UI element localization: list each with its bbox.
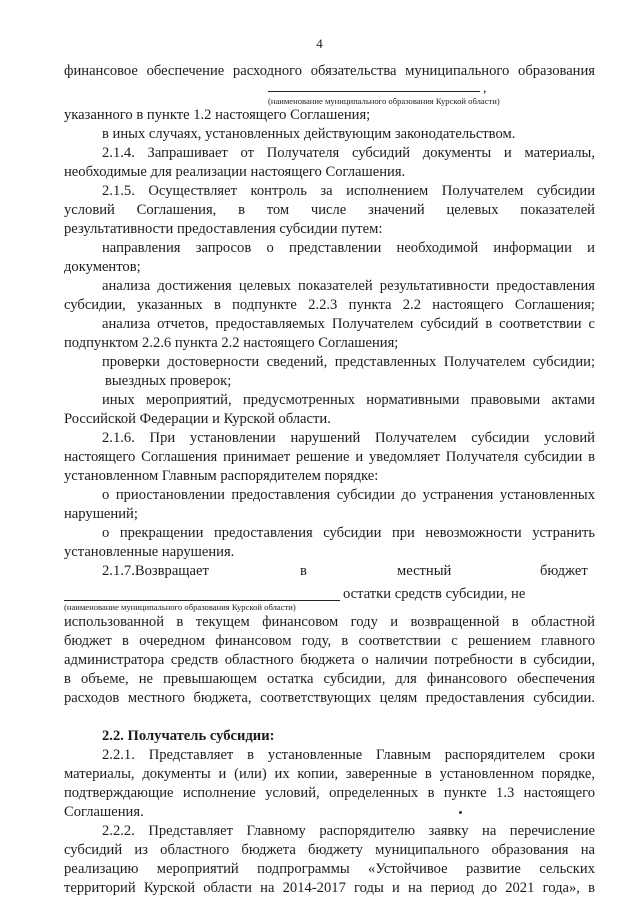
- text-line: расходов местного бюджета, соответствующих целям предоставления субсидии.: [64, 690, 595, 706]
- text-line: финансовое обеспечение расходного обязательства муниципального образования: [64, 63, 595, 79]
- text-line: настоящего Соглашения принимает решение и уведомляет Получателя субсидии в: [64, 449, 595, 465]
- text-line: выездных проверок;: [105, 373, 232, 389]
- text-line: 2.1.5. Осуществляет контроль за исполнением Получателем субсидии: [102, 183, 595, 199]
- text-line: использованной в текущем финансовом году и возвращенной в областной: [64, 614, 595, 630]
- text-line: документов;: [64, 259, 141, 275]
- text-line: 2.1.4. Запрашивает от Получателя субсидий документы и материалы,: [102, 145, 595, 161]
- text-line: Соглашения.: [64, 804, 144, 820]
- text-line: установленные нарушения.: [64, 544, 235, 560]
- text-line: субсидии, указанных в подпункте 2.2.3 пункта 2.2 настоящего Соглашения;: [64, 297, 595, 313]
- field-caption: (наименование муниципального образования Курской области): [268, 96, 500, 106]
- text-line: результативности предоставления субсидии путем:: [64, 221, 383, 237]
- text-line: Российской Федерации и Курской области.: [64, 411, 331, 427]
- text-line: подпунктом 2.2.6 пункта 2.2 настоящего Соглашения;: [64, 335, 399, 351]
- text-line: установленном Главным распорядителем порядке:: [64, 468, 379, 484]
- text-line: 2.2.2. Представляет Главному распорядителю заявку на перечисление: [102, 823, 595, 839]
- text-line: о приостановлении предоставления субсидии до устранения установленных: [102, 487, 595, 503]
- text-fragment: в: [300, 563, 307, 579]
- text-line: бюджет в очередном финансовом году, в соответствии с решением главного: [64, 633, 595, 649]
- fill-in-blank-line: [64, 600, 340, 601]
- scan-speck: [459, 811, 462, 814]
- text-line: территорий Курской области на 2014-2017 годы и на период до 2021 года», в: [64, 880, 595, 896]
- text-line: 2.2.1. Представляет в установленные Главным распорядителем сроки: [102, 747, 595, 763]
- text-line: администратора средств областного бюджета о наличии потребности в субсидии,: [64, 652, 595, 668]
- text-line: материалы, документы и (или) их копии, заверенные в установленном порядке,: [64, 766, 595, 782]
- text-line: указанного в пункте 1.2 настоящего Соглашения;: [64, 107, 371, 123]
- text-line: направления запросов о представлении необходимой информации и: [102, 240, 595, 256]
- text-line: иных мероприятий, предусмотренных нормативными правовыми актами: [102, 392, 595, 408]
- text-line: нарушений;: [64, 506, 138, 522]
- text-line: остатки средств субсидии, не: [343, 586, 526, 602]
- text-line: условий Соглашения, в том числе значений целевых показателей: [64, 202, 595, 218]
- text-fragment: 2.1.7.Возвращает: [102, 563, 209, 579]
- text-line: анализа достижения целевых показателей результативности предоставления: [102, 278, 595, 294]
- section-heading: 2.2. Получатель субсидии:: [102, 728, 275, 744]
- text-line: 2.1.6. При установлении нарушений Получателем субсидии условий: [102, 430, 595, 446]
- text-line: реализацию мероприятий подпрограммы «Устойчивое развитие сельских: [64, 861, 595, 877]
- text-line: необходимые для реализации настоящего Соглашения.: [64, 164, 406, 180]
- field-caption: (наименование муниципального образования Курской области): [64, 602, 296, 612]
- text-line: проверки достоверности сведений, представленных Получателем субсидии;: [102, 354, 595, 370]
- text-line: в объеме, не превышающем остатка субсидии, для финансового обеспечения: [64, 671, 595, 687]
- fill-in-blank-line: [268, 91, 480, 92]
- page-number: 4: [316, 36, 323, 51]
- trailing-comma: ,: [483, 81, 487, 96]
- text-line: о прекращении предоставления субсидии при невозможности устранить: [102, 525, 595, 541]
- text-line: анализа отчетов, предоставляемых Получателем субсидий в соответствии с: [102, 316, 595, 332]
- text-line: в иных случаях, установленных действующим законодательством.: [102, 126, 516, 142]
- text-fragment: местный: [397, 563, 452, 579]
- text-fragment: бюджет: [540, 563, 588, 579]
- text-line: подтверждающие исполнение условий, определенных в пункте 1.3 настоящего: [64, 785, 595, 801]
- text-line: субсидий из областного бюджета бюджету муниципального образования на: [64, 842, 595, 858]
